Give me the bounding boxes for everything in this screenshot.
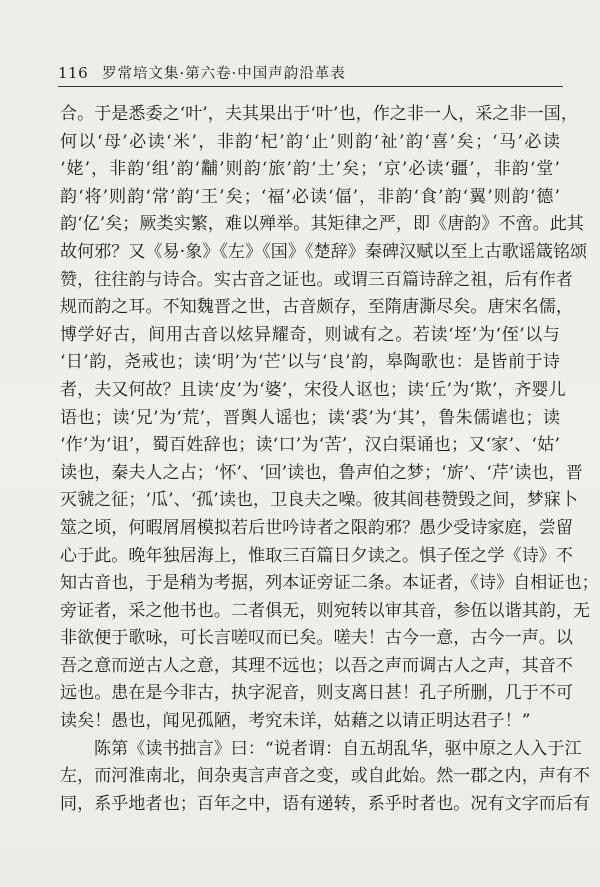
text-line: 何以‘母’必读‘米’，非韵‘杞’韵‘止’则韵‘祉’韵‘喜’矣；‘马’必读 [60,131,560,152]
text-line: 灭虢之征；‘瓜’、‘孤’读也，卫良夫之噪。彼其闾巷赞毁之间，梦寐卜 [60,490,578,511]
text-line: 韵‘将’则韵‘常’韵‘王’矣；‘福’必读‘偪’，非韵‘食’韵‘翼’则韵‘德’ [60,186,560,207]
text-line: 知古音也，于是稍为考据，列本证旁证二条。本证者，《诗》自相证也； [60,573,599,594]
running-header [58,62,558,82]
text-line: 旁证者，采之他书也。二者俱无，则宛转以审其音，参伍以谐其韵，无 [60,600,591,621]
text-line: 博学好古，间用古音以炫异耀奇，则诚有之。若读‘垤’为‘侄’以与 [60,324,560,345]
running-title: 罗常培文集·第六卷·中国声韵沿革表 [102,66,346,82]
text-line: 非欲便于歌咏，可长言嗟叹而已矣。嗟夫！古今一意，古今一声。以 [60,628,573,649]
header-rule [58,86,563,87]
text-line: ‘作’为‘诅’，蜀百姓辞也；读‘口’为‘苦’，汉白渠诵也；又‘家’、‘姑’ [60,435,560,456]
text-line: 韵‘亿’矣；厥类实繁，难以殚举。其矩律之严，即《唐韵》不啻。此其 [60,214,585,235]
text-line: 筮之顷，何暇屑屑模拟若后世吟诗者之限韵邪？愚少受诗家庭，尝留 [60,517,573,538]
text-line: 陈第《读书拙言》曰：“说者谓：自五胡乱华，驱中原之人入于江 [94,738,582,759]
text-line: 合。于是悉委之‘叶’，夫其果出于‘叶’也，作之非一人，采之非一国， [60,104,578,124]
text-line: ‘姥’，非韵‘组’韵‘黼’则韵‘旅’韵‘土’矣；‘京’必读‘疆’，非韵‘堂’ [60,159,560,180]
text-line: 读也，秦夫人之占；‘怀’、‘回’读也，鲁声伯之梦；‘旂’、‘芹’读也，晋 [60,462,583,483]
text-line: 故何邪？又《易·象》《左》《国》《楚辞》秦碑汉赋以至上古歌谣箴铭颂 [60,241,588,262]
text-line: 规而韵之耳。不知魏晋之世，古音颇存，至隋唐澌尽矣。唐宋名儒， [60,297,573,318]
text-line: 语也；读‘兄’为‘荒’，晋舆人谣也；读‘裘’为‘其’，鲁朱儒谑也；读 [60,407,560,428]
text-line: 远也。患在是今非古，执字泥音，则支离日甚！孔子所删，几于不可 [60,683,573,704]
text-line: 心于此。晚年独居海上，惟取三百篇日夕读之。惧子侄之学《诗》不 [60,545,573,566]
text-line: 者，夫又何故？且读‘皮’为‘婆’，宋役人讴也；读‘丘’为‘欺’，齐婴儿 [60,379,566,400]
text-line: 赞，往往韵与诗合。实古音之证也。或谓三百篇诗辞之祖，后有作者 [60,269,573,290]
page-number: 116 [58,64,89,82]
text-line: 同，系乎地者也；百年之中，语有递转，系乎时者也。况有文字而后有 [60,793,591,814]
body-text [60,101,599,818]
text-line: 吾之意而逆古人之意，其理不远也；以吾之声而调古人之声，其音不 [60,655,573,676]
text-line: 读矣！愚也，闻见孤陋，考究未详，姑藉之以请正明达君子！” [60,711,531,732]
text-line: 左，而河淮南北，间杂夷言声音之变，或自此始。然一郡之内，声有不 [60,766,591,787]
text-line: ‘日’韵，尧戒也；读‘明’为‘芒’以与‘良’韵，皋陶歌也：是皆前于诗 [60,352,560,373]
